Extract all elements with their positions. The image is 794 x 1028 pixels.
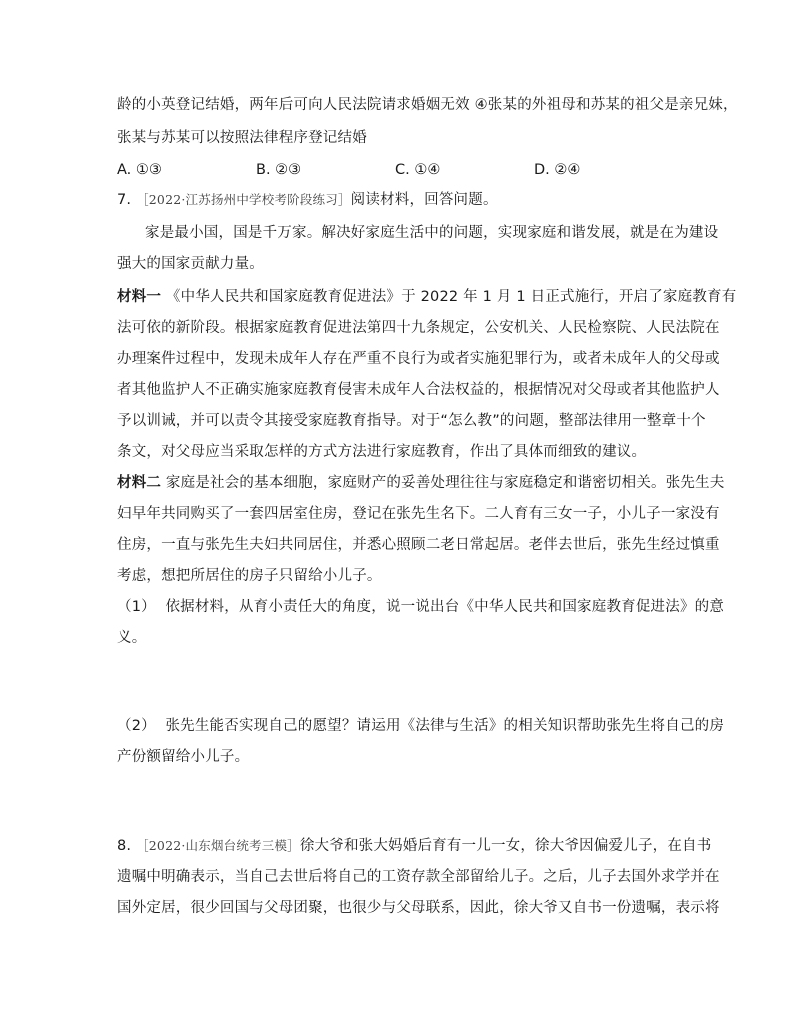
material-1-line: 办理案件过程中，发现未成年人存在严重不良行为或者实施犯罪行为，或者未成年人的父母或 [117, 351, 720, 367]
material-1-line: 法可依的新阶段。根据家庭教育促进法第四十九条规定，公安机关、人民检察院、人民法院在 [117, 320, 720, 336]
question-source: ［2022·江苏扬州中学校考阶段练习］ [136, 192, 351, 207]
question-8-header: 8. ［2022·山东烟台统考三模］徐大爷和张大妈婚后育有一儿一女，徐大爷因偏爱儿子，在自书 [117, 838, 712, 854]
material-2-label: 材料二 [117, 475, 162, 491]
question-prompt: 阅读材料，回答问题。 [350, 192, 498, 208]
material-2-line: 考虑，想把所居住的房子只留给小儿子。 [117, 568, 382, 584]
question-source: ［2022·山东烟台统考三模］ [136, 838, 300, 853]
option-b: B. ②③ [256, 162, 302, 178]
question-text-line: 国外定居，很少回国与父母团聚，也很少与父母联系，因此，徐大爷又自书一份遗嘱，表示将 [117, 900, 720, 916]
sub-question-1: （1） 依据材料，从育小责任大的角度，说一说出台《中华人民共和国家庭教育促进法》的意 [117, 599, 725, 615]
intro-text-line: 家是最小国，国是千万家。解决好家庭生活中的问题，实现家庭和谐发展，就是在为建设 [145, 225, 719, 241]
question-text-line: 遗嘱中明确表示，当自己去世后将自己的工资存款全部留给儿子。之后，儿子去国外求学并在 [117, 869, 720, 885]
intro-text-line: 强大的国家贡献力量。 [117, 256, 264, 272]
material-1-label: 材料一 [117, 289, 162, 305]
material-1-line: 条文，对父母应当采取怎样的方式方法进行家庭教育，作出了具体而细致的建议。 [117, 444, 647, 460]
material-1-line: 者其他监护人不正确实施家庭教育侵害未成年人合法权益的，根据情况对父母或者其他监护人 [117, 382, 720, 398]
question-text-line: 张某与苏某可以按照法律程序登记结婚 [117, 130, 367, 146]
material-2-line: 住房，一直与张先生夫妇共同居住，并悉心照顾二老日常起居。老伴去世后，张先生经过慎重 [117, 537, 720, 553]
material-2-line: 材料二 家庭是社会的基本细胞，家庭财产的妥善处理往往与家庭稳定和谐密切相关。张先生夫 [117, 475, 725, 491]
material-1-line: 予以训诫，并可以责令其接受家庭教育指导。对于“怎么教”的问题，整部法律用一整章十个 [117, 413, 706, 429]
question-number: 7. [117, 192, 132, 208]
option-d: D. ②④ [534, 162, 581, 178]
material-1-line: 材料一 《中华人民共和国家庭教育促进法》于 2022 年 1 月 1 日正式施行，开启了家庭教育有 [117, 289, 737, 305]
sub-question-2: （2） 张先生能否实现自己的愿望？请运用《法律与生活》的相关知识帮助张先生将自己的房 [117, 718, 725, 734]
question-number: 8. [117, 838, 132, 854]
option-c: C. ①④ [395, 162, 441, 178]
sub-question-2-cont: 产份额留给小儿子。 [117, 749, 250, 765]
sub-question-1-cont: 义。 [117, 630, 147, 646]
option-a: A. ①③ [117, 162, 162, 178]
question-7-header [117, 190, 498, 210]
question-text-line: 龄的小英登记结婚，两年后可向人民法院请求婚姻无效 ④张某的外祖母和苏某的祖父是亲兄妹， [117, 97, 738, 113]
material-2-line: 妇早年共同购买了一套四居室住房，登记在张先生名下。二人育有三女一子，小儿子一家没有 [117, 506, 720, 522]
